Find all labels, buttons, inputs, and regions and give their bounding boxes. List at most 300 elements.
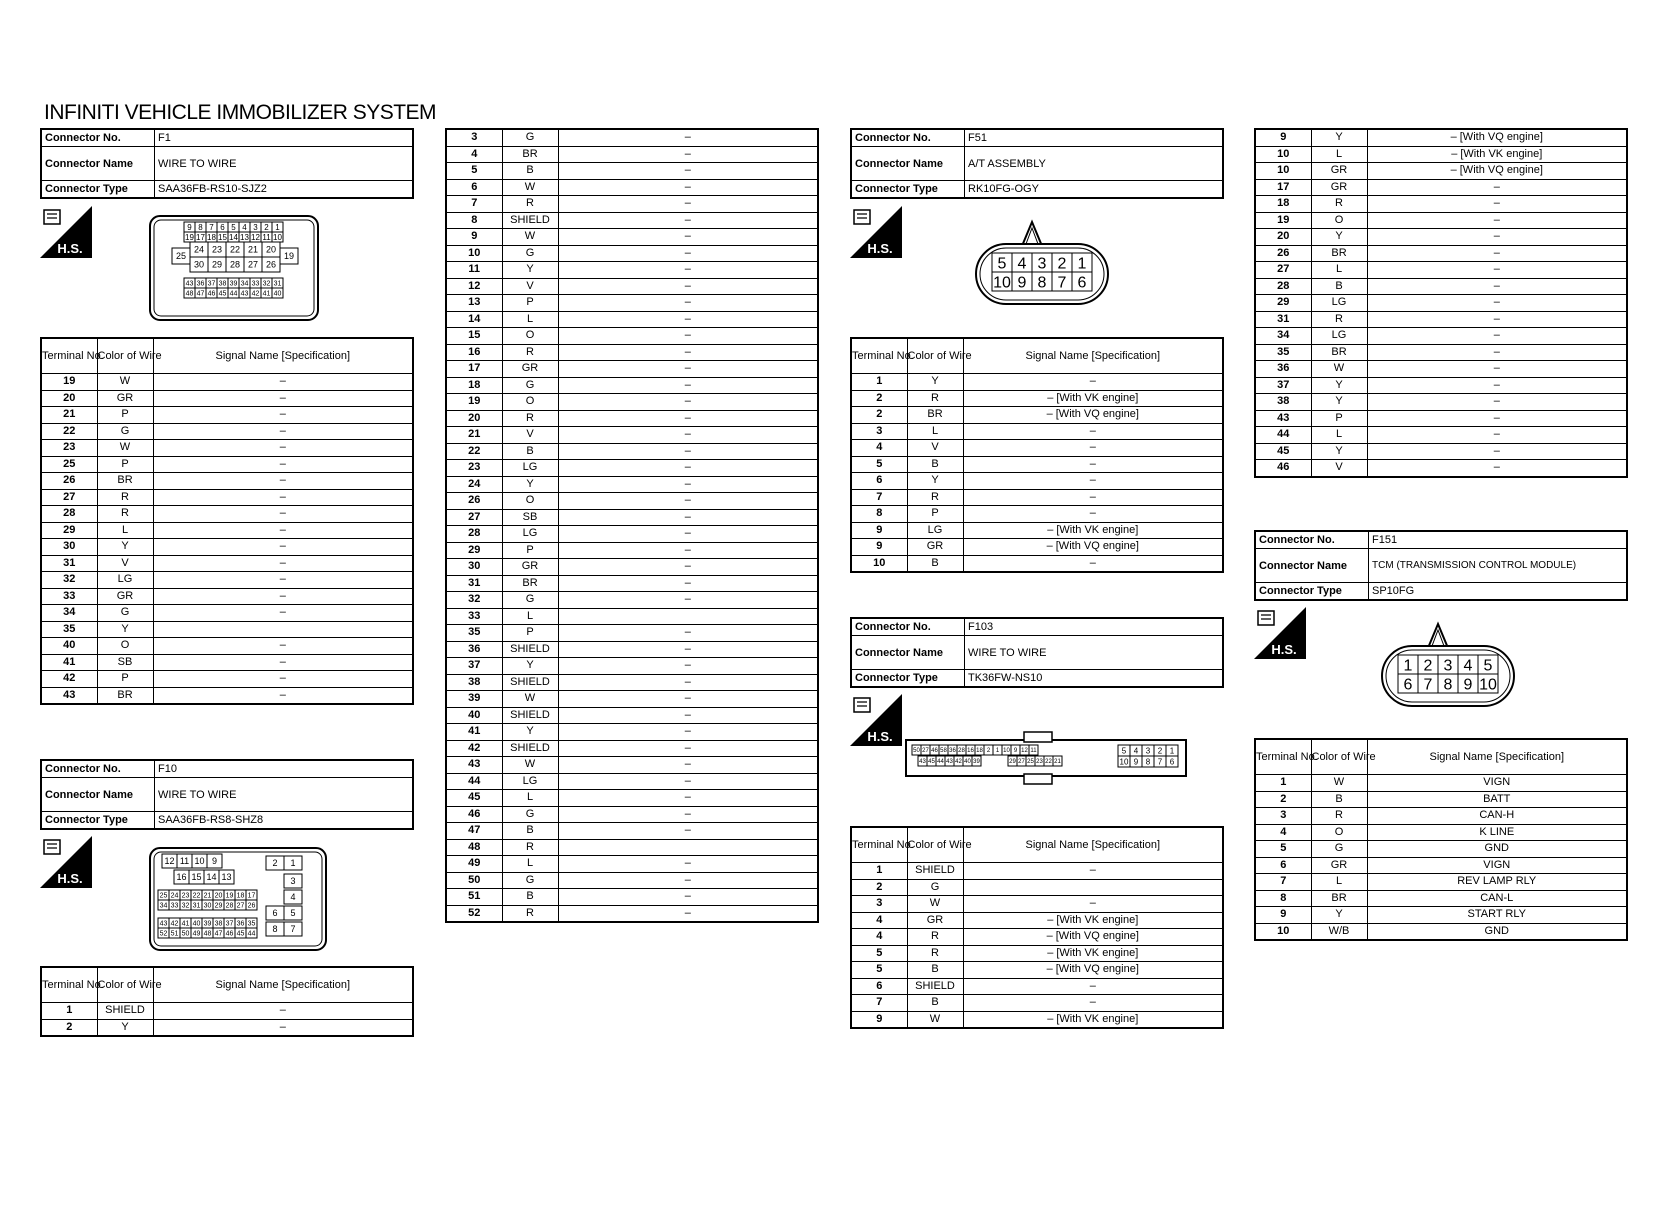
signal-name-cell: –	[558, 163, 818, 180]
signal-name-cell: –	[558, 773, 818, 790]
pin-number: 39	[229, 280, 238, 288]
connector-outline	[1428, 624, 1448, 648]
terminal-no-cell: 17	[1255, 179, 1311, 196]
pin-number: 21	[247, 244, 259, 255]
pin-number: 5	[1121, 746, 1127, 756]
table-row	[1255, 824, 1627, 841]
wire-color-cell: G	[97, 605, 153, 622]
pin-number: 46	[225, 930, 234, 938]
signal-name-cell: –	[558, 410, 818, 427]
terminal-no-cell: 2	[41, 1019, 97, 1036]
terminal-no-cell: 20	[41, 390, 97, 407]
wire-color-cell: GR	[1311, 857, 1367, 874]
signal-name-cell: – [With VK engine]	[963, 522, 1223, 539]
table-row	[41, 687, 413, 704]
table-row	[1255, 460, 1627, 477]
wire-color-cell: L	[502, 790, 558, 807]
table-row	[446, 427, 818, 444]
f151-connector-diagram	[1380, 622, 1520, 712]
wire-color-cell: LG	[907, 522, 963, 539]
wire-color-cell: R	[502, 196, 558, 213]
table-row	[1255, 278, 1627, 295]
signal-name-cell: –	[558, 691, 818, 708]
table-row	[851, 539, 1223, 556]
wire-color-cell: Y	[97, 539, 153, 556]
pin-number: 28	[225, 902, 234, 910]
terminal-no-cell: 33	[446, 608, 502, 625]
wire-color-cell: L	[1311, 427, 1367, 444]
table-row	[41, 374, 413, 391]
table-row	[1255, 163, 1627, 180]
table-row	[1255, 923, 1627, 940]
signal-name-cell: –	[558, 724, 818, 741]
table-row	[446, 658, 818, 675]
table-row	[446, 196, 818, 213]
wire-color-cell: LG	[97, 572, 153, 589]
color-header: Color of Wire	[907, 827, 963, 863]
table-row	[446, 790, 818, 807]
wire-color-cell: R	[1311, 311, 1367, 328]
terminal-no-cell: 52	[446, 905, 502, 922]
pin-number: 18	[976, 748, 983, 755]
pin-number: 22	[1045, 759, 1052, 766]
terminal-no-cell: 11	[446, 262, 502, 279]
pin-number: 39	[973, 759, 980, 766]
terminal-table-f10-continued	[445, 128, 819, 923]
wire-color-cell: O	[1311, 212, 1367, 229]
terminal-no-cell: 4	[446, 146, 502, 163]
table-row	[1255, 262, 1627, 279]
pin-number: 22	[192, 892, 201, 900]
table-row	[446, 856, 818, 873]
table-row	[851, 912, 1223, 929]
signal-name-cell	[558, 608, 818, 625]
pin-number: 1	[275, 222, 280, 232]
table-row	[1255, 179, 1627, 196]
table-row	[1255, 443, 1627, 460]
terminal-no-cell: 8	[1255, 890, 1311, 907]
signal-name-cell: –	[1367, 196, 1627, 213]
connector-outline	[1022, 222, 1042, 246]
wire-color-cell: G	[502, 806, 558, 823]
terminal-no-cell: 38	[1255, 394, 1311, 411]
terminal-no-cell: 23	[41, 440, 97, 457]
wire-color-cell: P	[1311, 410, 1367, 427]
connector-no-label: Connector No.	[851, 129, 965, 147]
table-row	[851, 423, 1223, 440]
pin-number: 19	[185, 232, 194, 242]
table-row	[446, 625, 818, 642]
table-row	[41, 671, 413, 688]
table-row	[1255, 196, 1627, 213]
connector-no-label: Connector No.	[41, 129, 155, 147]
pin-number: 29	[1009, 759, 1016, 766]
wire-color-cell: V	[1311, 460, 1367, 477]
pin-number: 38	[214, 920, 223, 928]
pin-number: 1	[995, 748, 1000, 755]
signal-name-cell: K LINE	[1367, 824, 1627, 841]
signal-name-cell: START RLY	[1367, 907, 1627, 924]
wire-color-cell: W	[502, 691, 558, 708]
connector-info-table	[850, 128, 1224, 199]
table-row	[41, 506, 413, 523]
table-row	[1255, 146, 1627, 163]
signal-name-cell: CAN-L	[1367, 890, 1627, 907]
pin-number: 3	[1443, 657, 1453, 675]
terminal-no-cell: 9	[851, 1011, 907, 1028]
wire-color-cell: L	[502, 311, 558, 328]
table-row	[446, 889, 818, 906]
pin-number: 15	[191, 872, 202, 883]
table-row	[446, 179, 818, 196]
connector-type-value: SAA36FB-RS8-SHZ8	[155, 812, 414, 830]
f10-terminal-block	[40, 966, 414, 1037]
signal-name-cell: –	[558, 245, 818, 262]
terminal-no-cell: 2	[851, 407, 907, 424]
wire-color-cell: G	[502, 377, 558, 394]
wire-color-cell: G	[502, 592, 558, 609]
signal-name-cell: –	[1367, 179, 1627, 196]
table-row	[851, 1011, 1223, 1028]
connector-no-label: Connector No.	[41, 760, 155, 778]
table-row	[446, 707, 818, 724]
pin-number: 41	[262, 290, 271, 298]
wire-color-cell: BR	[1311, 344, 1367, 361]
wire-color-cell: SHIELD	[502, 674, 558, 691]
pin-number: 12	[164, 856, 175, 867]
pin-number: 20	[214, 892, 223, 900]
wire-color-cell: O	[502, 394, 558, 411]
wire-color-cell: Y	[502, 476, 558, 493]
signal-name-cell: –	[153, 506, 413, 523]
pin-number: 40	[192, 920, 201, 928]
pin-number: 33	[170, 902, 179, 910]
terminal-no-cell: 26	[41, 473, 97, 490]
pin-number: 27	[922, 748, 929, 755]
signal-name-cell: –	[153, 489, 413, 506]
terminal-no-cell: 8	[851, 506, 907, 523]
pin-number: 21	[1054, 759, 1061, 766]
signal-name-cell	[153, 621, 413, 638]
pin-number: 2	[986, 748, 991, 755]
pin-number: 29	[211, 259, 223, 270]
signal-name-cell: –	[153, 687, 413, 704]
pin-number: 6	[1077, 274, 1087, 292]
connector-outline	[1024, 732, 1052, 742]
wire-color-cell: GR	[97, 588, 153, 605]
terminal-no-cell: 44	[446, 773, 502, 790]
harness-side-icon	[850, 206, 902, 258]
table-row	[41, 390, 413, 407]
table-row	[446, 245, 818, 262]
pin-number: 8	[198, 222, 203, 232]
table-row	[446, 674, 818, 691]
signal-name-cell: –	[558, 427, 818, 444]
wire-color-cell: W	[1311, 775, 1367, 792]
pin-number: 17	[247, 892, 256, 900]
wire-color-cell: B	[907, 962, 963, 979]
wire-color-cell: L	[502, 856, 558, 873]
pin-number: 5	[997, 255, 1007, 273]
pin-number: 17	[196, 232, 205, 242]
wire-color-cell: P	[907, 506, 963, 523]
terminal-header: Terminal No.	[1255, 739, 1311, 775]
f1-terminal-block	[40, 337, 414, 705]
connector-type-label: Connector Type	[1255, 583, 1369, 601]
pin-number: 5	[231, 222, 236, 232]
terminal-no-cell: 10	[1255, 163, 1311, 180]
pin-number: 7	[1057, 274, 1067, 292]
terminal-no-cell: 40	[446, 707, 502, 724]
table-row	[446, 476, 818, 493]
table-row	[1255, 129, 1627, 146]
color-header: Color of Wire	[907, 338, 963, 374]
table-row	[446, 129, 818, 146]
wire-color-cell: SB	[97, 654, 153, 671]
table-row	[446, 691, 818, 708]
terminal-no-cell: 43	[446, 757, 502, 774]
wire-color-cell: L	[502, 608, 558, 625]
table-row	[1255, 775, 1627, 792]
signal-name-cell: –	[153, 522, 413, 539]
table-row	[446, 410, 818, 427]
terminal-no-cell: 9	[851, 522, 907, 539]
terminal-no-cell: 2	[851, 879, 907, 896]
terminal-no-cell: 19	[446, 394, 502, 411]
terminal-no-cell: 9	[446, 229, 502, 246]
harness-side-icon	[40, 836, 92, 888]
signal-name-cell: –	[153, 1019, 413, 1036]
table-row	[446, 641, 818, 658]
pin-number: 3	[253, 222, 258, 232]
wire-color-cell: B	[1311, 791, 1367, 808]
signal-name-cell: – [With VK engine]	[963, 912, 1223, 929]
table-row	[1255, 907, 1627, 924]
pin-number: 27	[1018, 759, 1025, 766]
signal-name-cell: – [With VK engine]	[963, 390, 1223, 407]
color-header: Color of Wire	[97, 967, 153, 1003]
connector-name-label: Connector Name	[851, 636, 965, 670]
table-row	[446, 592, 818, 609]
pin-number: 27	[236, 902, 245, 910]
pin-number: 11	[179, 856, 190, 867]
connector-type-label: Connector Type	[851, 181, 965, 199]
connector-info-table	[850, 617, 1224, 688]
signal-name-cell: –	[1367, 328, 1627, 345]
pin-number: 51	[170, 930, 179, 938]
table-row	[1255, 245, 1627, 262]
pin-number: 4	[1017, 255, 1027, 273]
signal-name-cell: GND	[1367, 923, 1627, 940]
terminal-no-cell: 7	[851, 489, 907, 506]
wire-color-cell: P	[97, 407, 153, 424]
signal-name-cell: –	[558, 295, 818, 312]
pin-number: 42	[955, 759, 962, 766]
signal-name-cell: –	[1367, 311, 1627, 328]
pin-number: 12	[1021, 748, 1028, 755]
terminal-no-cell: 1	[41, 1003, 97, 1020]
signal-name-cell: –	[963, 489, 1223, 506]
pin-number: 37	[207, 280, 216, 288]
table-row	[446, 229, 818, 246]
pin-number: 21	[203, 892, 212, 900]
terminal-no-cell: 35	[41, 621, 97, 638]
connector-type-label: Connector Type	[41, 181, 155, 199]
pin-number: 9	[211, 856, 218, 867]
signal-name-cell: –	[558, 641, 818, 658]
signal-name-cell: CAN-H	[1367, 808, 1627, 825]
pin-number: 25	[1027, 759, 1034, 766]
signal-name-cell: –	[153, 638, 413, 655]
wire-color-cell: Y	[97, 621, 153, 638]
hs-label: H.S.	[867, 241, 893, 256]
pin-number: 24	[170, 892, 179, 900]
pin-number: 42	[170, 920, 179, 928]
pin-number: 37	[225, 920, 234, 928]
connector-name-value: WIRE TO WIRE	[155, 147, 414, 181]
wire-color-cell: SHIELD	[502, 707, 558, 724]
signal-name-cell: –	[558, 757, 818, 774]
terminal-no-cell: 47	[446, 823, 502, 840]
pin-number: 2	[264, 222, 269, 232]
pin-number: 3	[1145, 746, 1151, 756]
wire-color-cell: Y	[907, 374, 963, 391]
wire-color-cell: R	[907, 945, 963, 962]
terminal-header: Terminal No.	[851, 338, 907, 374]
pin-number: 25	[159, 892, 168, 900]
signal-name-cell: – [With VK engine]	[963, 1011, 1223, 1028]
terminal-no-cell: 7	[1255, 874, 1311, 891]
wire-color-cell: B	[502, 889, 558, 906]
f10-terminal-continued	[445, 128, 819, 923]
terminal-no-cell: 48	[446, 839, 502, 856]
wire-color-cell: R	[97, 489, 153, 506]
pin-number: 11	[1030, 748, 1037, 755]
signal-name-cell: – [With VK engine]	[1367, 146, 1627, 163]
pin-number: 1	[1169, 746, 1175, 756]
pin-number: 10	[194, 856, 205, 867]
pin-number: 28	[229, 259, 241, 270]
signal-name-cell: –	[558, 212, 818, 229]
wire-color-cell: SHIELD	[907, 863, 963, 880]
signal-name-cell: –	[963, 423, 1223, 440]
signal-name-cell: –	[558, 889, 818, 906]
terminal-no-cell: 45	[1255, 443, 1311, 460]
wire-color-cell: B	[907, 995, 963, 1012]
table-row	[446, 443, 818, 460]
signal-name-cell: VIGN	[1367, 775, 1627, 792]
terminal-no-cell: 27	[1255, 262, 1311, 279]
table-row	[446, 361, 818, 378]
table-row	[41, 555, 413, 572]
terminal-no-cell: 36	[446, 641, 502, 658]
wire-color-cell: L	[1311, 146, 1367, 163]
wire-color-cell: GR	[907, 539, 963, 556]
connector-info-table	[40, 759, 414, 830]
pin-number: 12	[251, 232, 260, 242]
table-row	[446, 394, 818, 411]
wire-color-cell: Y	[502, 262, 558, 279]
pin-number: 3	[1037, 255, 1047, 273]
signal-name-cell: –	[153, 572, 413, 589]
pin-number: 31	[192, 902, 201, 910]
signal-name-cell: –	[558, 542, 818, 559]
signal-name-cell: – [With VK engine]	[963, 945, 1223, 962]
terminal-no-cell: 5	[446, 163, 502, 180]
pin-number: 8	[1037, 274, 1047, 292]
terminal-no-cell: 39	[446, 691, 502, 708]
pin-number: 18	[236, 892, 245, 900]
signal-name-cell: –	[558, 311, 818, 328]
table-row	[1255, 344, 1627, 361]
table-row	[851, 506, 1223, 523]
pin-number: 9	[1133, 757, 1139, 767]
connector-type-value: SAA36FB-RS10-SJZ2	[155, 181, 414, 199]
pin-number: 6	[272, 908, 278, 919]
hs-label: H.S.	[57, 241, 83, 256]
pin-number: 1	[1077, 255, 1087, 273]
table-row	[446, 344, 818, 361]
pin-number: 34	[240, 280, 249, 288]
terminal-no-cell: 49	[446, 856, 502, 873]
wire-color-cell: BR	[1311, 890, 1367, 907]
wire-color-cell: V	[502, 427, 558, 444]
table-row	[851, 456, 1223, 473]
terminal-no-cell: 26	[1255, 245, 1311, 262]
wire-color-cell: O	[97, 638, 153, 655]
wire-color-cell: G	[1311, 841, 1367, 858]
wire-color-cell: GR	[502, 361, 558, 378]
connector-name-value: A/T ASSEMBLY	[965, 147, 1224, 181]
terminal-no-cell: 34	[1255, 328, 1311, 345]
table-row	[851, 522, 1223, 539]
pin-number: 47	[196, 290, 205, 298]
wire-color-cell: R	[907, 489, 963, 506]
pin-number: 46	[931, 748, 938, 755]
pin-number: 41	[181, 920, 190, 928]
pin-number: 8	[1145, 757, 1151, 767]
table-row	[851, 489, 1223, 506]
wire-color-cell: SHIELD	[502, 641, 558, 658]
signal-name-cell: –	[558, 361, 818, 378]
terminal-no-cell: 23	[446, 460, 502, 477]
signal-header: Signal Name [Specification]	[153, 338, 413, 374]
color-header: Color of Wire	[97, 338, 153, 374]
terminal-no-cell: 10	[851, 555, 907, 572]
table-row	[446, 328, 818, 345]
pin-number: 34	[159, 902, 168, 910]
terminal-no-cell: 1	[851, 374, 907, 391]
wire-color-cell: W	[907, 896, 963, 913]
table-row	[446, 872, 818, 889]
signal-name-cell: –	[558, 460, 818, 477]
pin-number: 6	[1169, 757, 1175, 767]
terminal-no-cell: 29	[41, 522, 97, 539]
terminal-no-cell: 21	[41, 407, 97, 424]
terminal-no-cell: 4	[851, 440, 907, 457]
signal-header: Signal Name [Specification]	[1367, 739, 1627, 775]
wire-color-cell: P	[502, 295, 558, 312]
signal-name-cell: –	[558, 146, 818, 163]
pin-number: 15	[218, 232, 227, 242]
terminal-no-cell: 25	[41, 456, 97, 473]
connector-no-value: F1	[155, 129, 414, 147]
table-row	[851, 896, 1223, 913]
connector-no-value: F10	[155, 760, 414, 778]
pin-number: 9	[187, 222, 192, 232]
terminal-no-cell: 13	[446, 295, 502, 312]
connector-type-value: SP10FG	[1369, 583, 1628, 601]
